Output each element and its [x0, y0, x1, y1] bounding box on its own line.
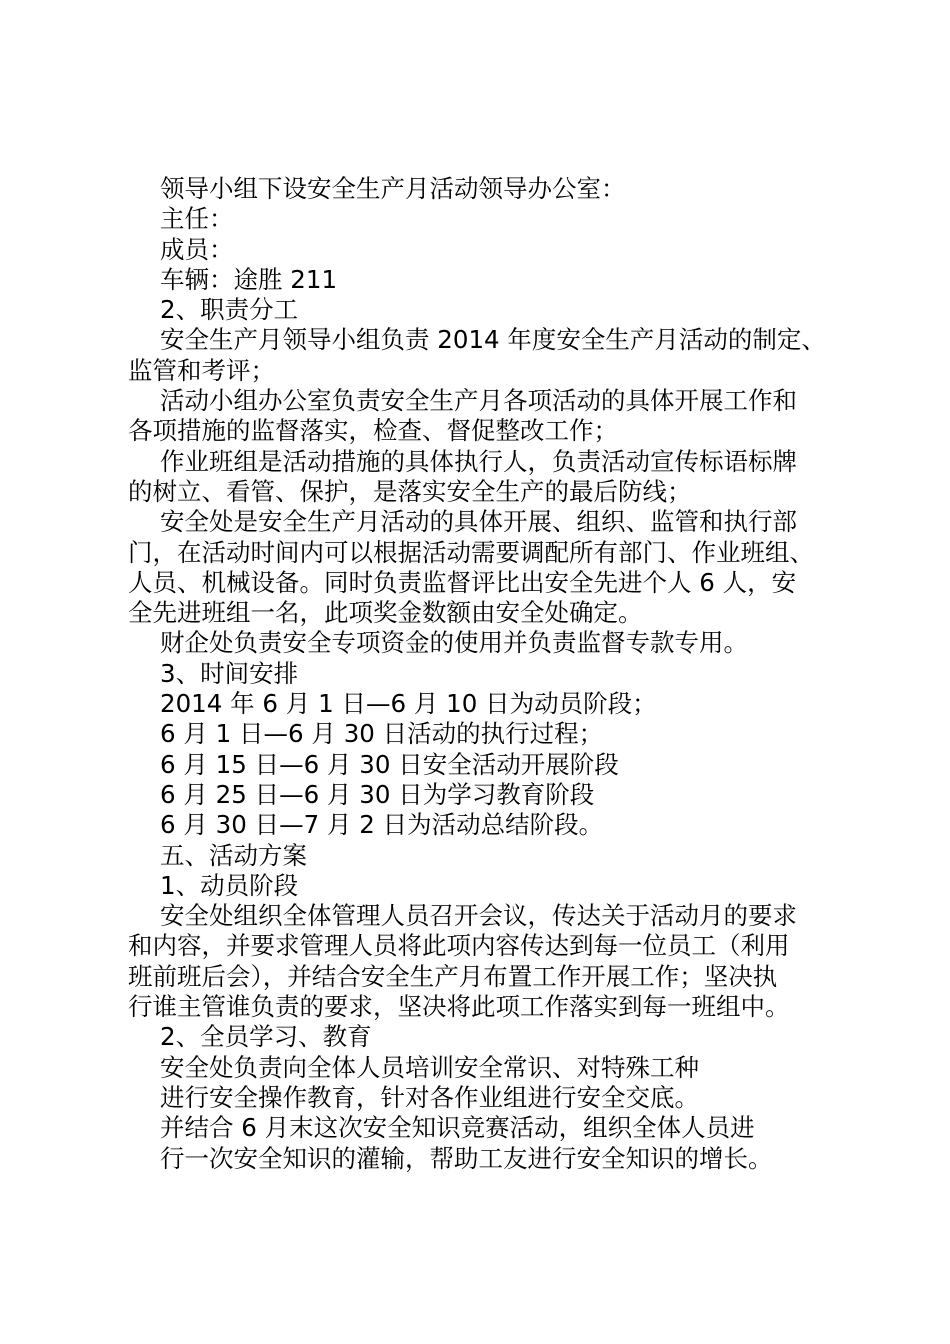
section-heading: 3、时间安排	[160, 658, 299, 688]
text-line: 行一次安全知识的灌输，帮助工友进行安全知识的增长。	[160, 1143, 773, 1173]
text-line: 行谁主管谁负责的要求，坚决将此项工作落实到每一班组中。	[128, 992, 790, 1022]
text-line: 领导小组下设安全生产月活动领导办公室：	[160, 174, 626, 203]
text-line: 全先进班组一名，此项奖金数额由安全处确定。	[128, 598, 643, 628]
text-line: 活动小组办公室负责安全生产月各项活动的具体开展工作和	[160, 386, 797, 416]
schedule-item: 6 月 15 日—6 月 30 日安全活动开展阶段	[160, 749, 619, 779]
text-line: 财企处负责安全专项资金的使用并负责监督专款专用。	[160, 628, 748, 658]
text-line: 人员、机械设备。同时负责监督评比出安全先进个人 6 人，安	[128, 567, 797, 597]
text-line: 作业班组是活动措施的具体执行人，负责活动宣传标语标牌	[160, 446, 797, 476]
text-line: 班前班后会），并结合安全生产月布置工作开展工作；坚决执	[128, 961, 778, 991]
schedule-item: 6 月 30 日—7 月 2 日为活动总结阶段。	[160, 810, 604, 840]
text-line: 主任：	[160, 204, 234, 234]
text-line: 监管和考评；	[128, 355, 275, 385]
document-body	[128, 174, 836, 1174]
text-line: 安全处是安全生产月活动的具体开展、组织、监管和执行部	[160, 507, 797, 537]
section-heading: 五、活动方案	[160, 840, 307, 870]
section-heading: 2、职责分工	[160, 295, 299, 325]
text-line: 门，在活动时间内可以根据活动需要调配所有部门、作业班组、	[128, 537, 814, 567]
text-line: 的树立、看管、保护，是落实安全生产的最后防线；	[128, 476, 692, 506]
text-line: 安全处组织全体管理人员召开会议，传达关于活动月的要求	[160, 901, 797, 931]
text-line: 各项措施的监督落实，检查、督促整改工作；	[128, 416, 618, 446]
text-line: 成员：	[160, 234, 234, 264]
text-line: 车辆：途胜 211	[160, 264, 338, 294]
text-line: 和内容，并要求管理人员将此项内容传达到每一位员工（利用	[128, 931, 790, 961]
subsection-heading: 2、全员学习、教育	[160, 1022, 372, 1052]
text-line: 安全生产月领导小组负责 2014 年度安全生产月活动的制定、	[160, 325, 826, 355]
text-line: 安全处负责向全体人员培训安全常识、对特殊工种	[160, 1052, 699, 1082]
schedule-item: 6 月 1 日—6 月 30 日活动的执行过程；	[160, 719, 604, 749]
schedule-item: 6 月 25 日—6 月 30 日为学习教育阶段	[160, 779, 595, 809]
text-line: 并结合 6 月末这次安全知识竞赛活动，组织全体人员进	[160, 1113, 755, 1143]
schedule-item: 2014 年 6 月 1 日—6 月 10 日为动员阶段；	[160, 689, 657, 719]
text-line: 进行安全操作教育，针对各作业组进行安全交底。	[160, 1082, 699, 1112]
subsection-heading: 1、动员阶段	[160, 870, 299, 900]
